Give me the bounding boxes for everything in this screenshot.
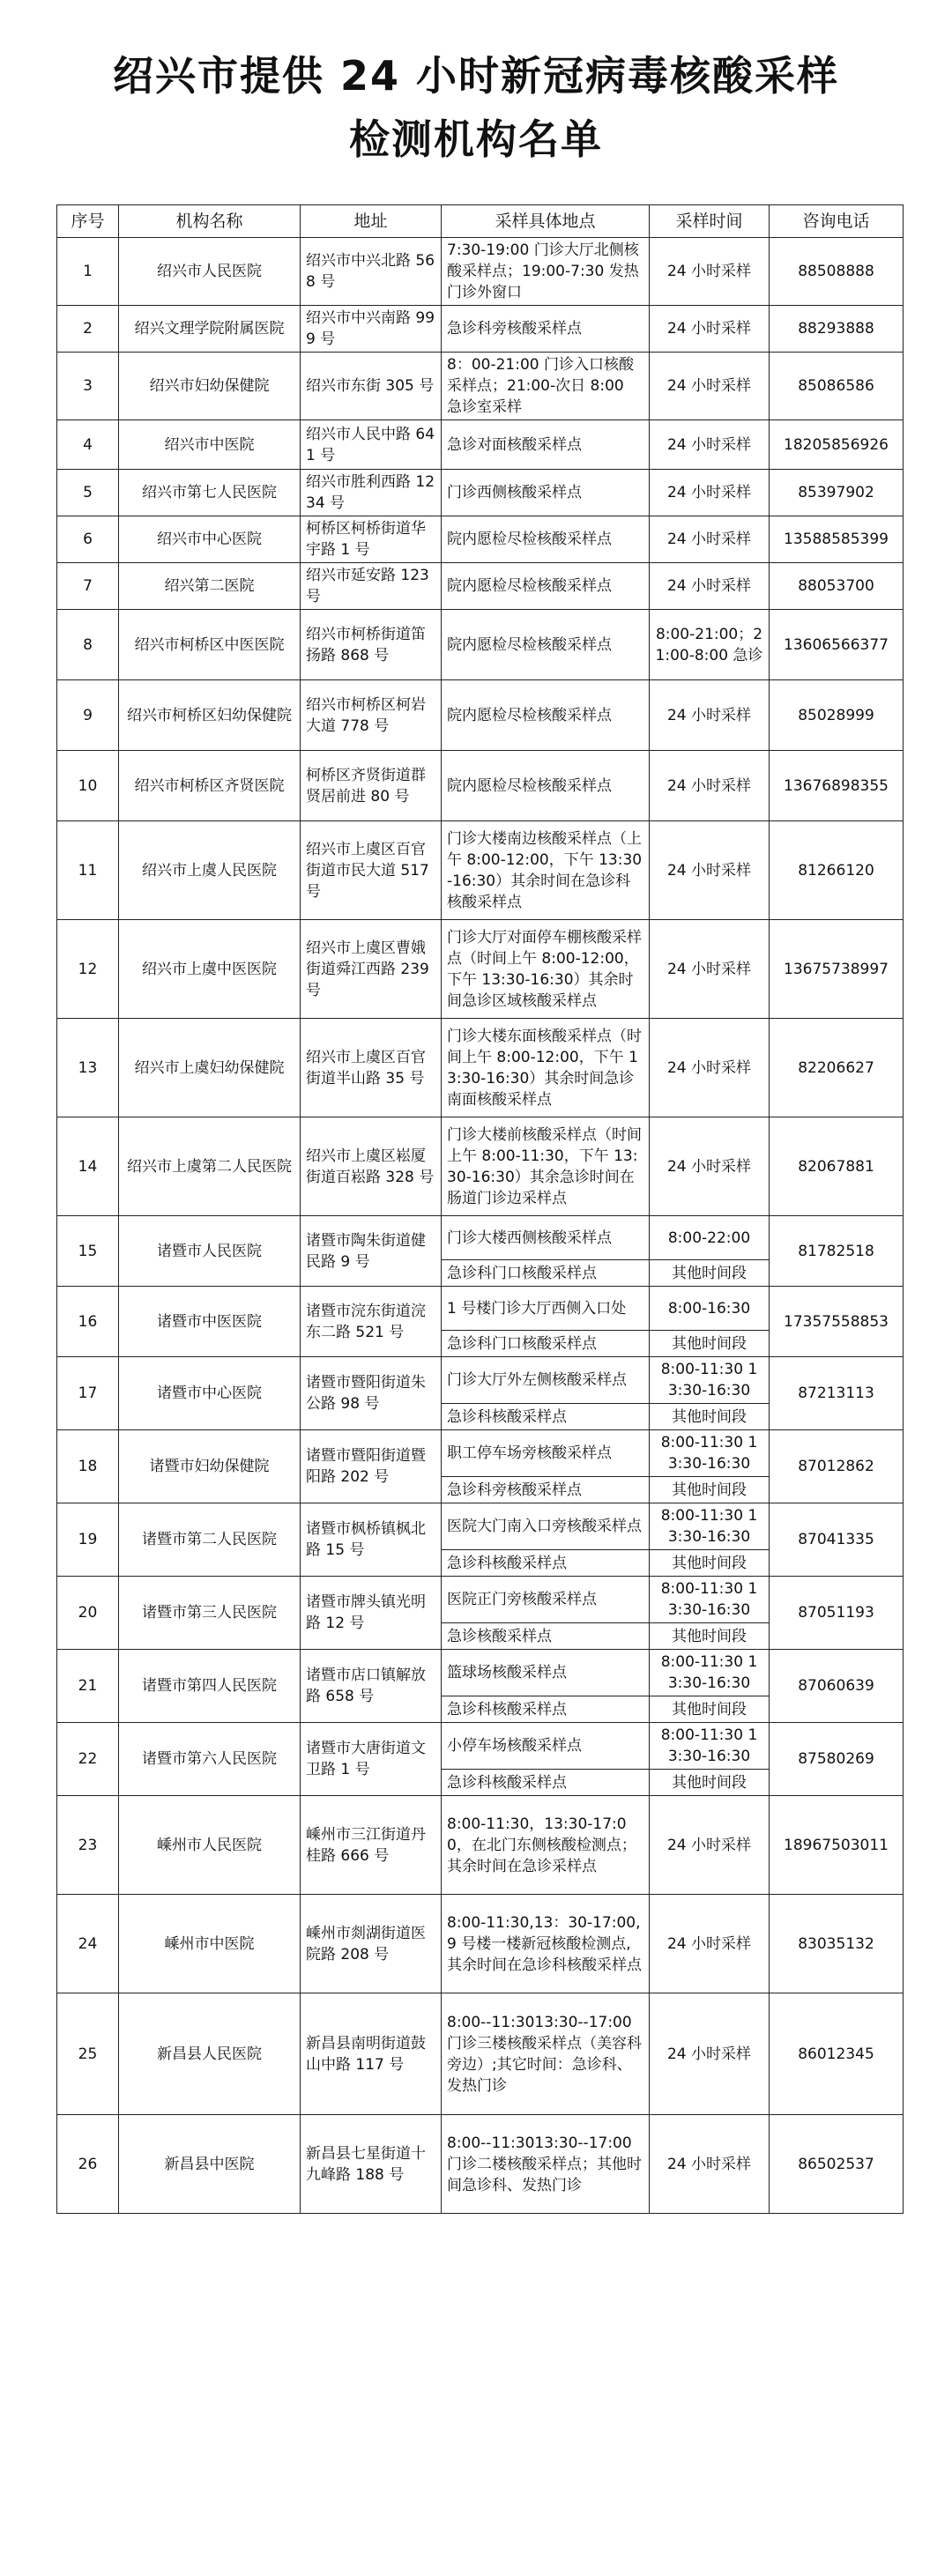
cell-no: 2: [57, 306, 119, 353]
cell-no: 4: [57, 420, 119, 470]
cell-address: 嵊州市剡湖街道医院路 208 号: [301, 1895, 442, 1993]
cell-time: 其他时间段: [650, 1770, 770, 1796]
cell-address: 绍兴市中兴北路 568 号: [301, 238, 442, 306]
cell-phone: 88293888: [770, 306, 904, 353]
cell-time: 8:00-11:30 13:30-16:30: [650, 1503, 770, 1550]
cell-phone: 86012345: [770, 1993, 904, 2115]
cell-location: 院内愿检尽检核酸采样点: [442, 516, 650, 563]
header-time: 采样时间: [650, 205, 770, 238]
cell-phone: 13606566377: [770, 610, 904, 680]
institution-table-container: [56, 204, 903, 2214]
cell-time: 24 小时采样: [650, 1993, 770, 2115]
table-row: [57, 1430, 904, 1477]
table-header-row: [57, 205, 904, 238]
cell-address: 绍兴市中兴南路 999 号: [301, 306, 442, 353]
cell-no: 19: [57, 1503, 119, 1577]
cell-name: 诸暨市人民医院: [119, 1216, 301, 1287]
table-row: [57, 238, 904, 306]
cell-time: 24 小时采样: [650, 353, 770, 420]
cell-no: 21: [57, 1650, 119, 1723]
table-row: [57, 470, 904, 516]
cell-name: 诸暨市妇幼保健院: [119, 1430, 301, 1503]
cell-address: 绍兴市上虞区百官街道市民大道 517 号: [301, 821, 442, 920]
cell-time: 24 小时采样: [650, 821, 770, 920]
cell-no: 9: [57, 680, 119, 751]
cell-location: 急诊科门口核酸采样点: [442, 1260, 650, 1287]
cell-name: 绍兴第二医院: [119, 563, 301, 610]
cell-address: 绍兴市东街 305 号: [301, 353, 442, 420]
table-row: [57, 1503, 904, 1550]
cell-address: 诸暨市暨阳街道朱公路 98 号: [301, 1357, 442, 1430]
cell-no: 14: [57, 1117, 119, 1216]
cell-location: 急诊科核酸采样点: [442, 1696, 650, 1723]
cell-no: 11: [57, 821, 119, 920]
header-name: 机构名称: [119, 205, 301, 238]
cell-time: 24 小时采样: [650, 1117, 770, 1216]
cell-location: 急诊科核酸采样点: [442, 1404, 650, 1430]
table-row: [57, 516, 904, 563]
cell-phone: 13588585399: [770, 516, 904, 563]
cell-time: 8:00-11:30 13:30-16:30: [650, 1723, 770, 1770]
cell-time: 其他时间段: [650, 1331, 770, 1357]
cell-no: 6: [57, 516, 119, 563]
cell-name: 绍兴市柯桥区中医医院: [119, 610, 301, 680]
cell-location: 门诊大楼南边核酸采样点（上午 8:00-12:00，下午 13:30-16:30）其余时间在急诊科核酸采样点: [442, 821, 650, 920]
cell-location: 门诊大楼西侧核酸采样点: [442, 1216, 650, 1260]
cell-address: 柯桥区柯桥街道华宇路 1 号: [301, 516, 442, 563]
cell-address: 诸暨市暨阳街道暨阳路 202 号: [301, 1430, 442, 1503]
table-row: [57, 1117, 904, 1216]
cell-time: 8:00-21:00；21:00-8:00 急诊: [650, 610, 770, 680]
cell-location: 8:00-11:30,13：30-17:00,9 号楼一楼新冠核酸检测点,其余时间在急诊科核酸采样点: [442, 1895, 650, 1993]
cell-time: 其他时间段: [650, 1260, 770, 1287]
cell-time: 24 小时采样: [650, 420, 770, 470]
cell-no: 10: [57, 751, 119, 821]
cell-time: 8:00-11:30 13:30-16:30: [650, 1650, 770, 1696]
cell-time: 24 小时采样: [650, 1895, 770, 1993]
cell-no: 25: [57, 1993, 119, 2115]
cell-address: 绍兴市上虞区崧厦街道百崧路 328 号: [301, 1117, 442, 1216]
cell-phone: 85397902: [770, 470, 904, 516]
table-row: [57, 821, 904, 920]
cell-no: 18: [57, 1430, 119, 1503]
cell-name: 绍兴市第七人民医院: [119, 470, 301, 516]
table-row: [57, 306, 904, 353]
cell-name: 绍兴文理学院附属医院: [119, 306, 301, 353]
cell-name: 诸暨市中医医院: [119, 1287, 301, 1357]
cell-name: 诸暨市第三人民医院: [119, 1577, 301, 1650]
cell-address: 诸暨市浣东街道浣东二路 521 号: [301, 1287, 442, 1357]
cell-time: 24 小时采样: [650, 306, 770, 353]
cell-location: 1 号楼门诊大厅西侧入口处: [442, 1287, 650, 1331]
cell-phone: 18967503011: [770, 1796, 904, 1895]
header-phone: 咨询电话: [770, 205, 904, 238]
cell-time: 其他时间段: [650, 1696, 770, 1723]
cell-location: 8:00--11:3013:30--17:00 门诊二楼核酸采样点；其他时间急诊科、发热门诊: [442, 2115, 650, 2214]
cell-phone: 83035132: [770, 1895, 904, 1993]
cell-no: 3: [57, 353, 119, 420]
cell-no: 22: [57, 1723, 119, 1796]
cell-location: 急诊核酸采样点: [442, 1623, 650, 1650]
cell-phone: 87041335: [770, 1503, 904, 1577]
cell-name: 绍兴市柯桥区妇幼保健院: [119, 680, 301, 751]
table-row: [57, 1216, 904, 1260]
cell-no: 16: [57, 1287, 119, 1357]
cell-phone: 85028999: [770, 680, 904, 751]
cell-name: 绍兴市柯桥区齐贤医院: [119, 751, 301, 821]
cell-no: 8: [57, 610, 119, 680]
header-address: 地址: [301, 205, 442, 238]
cell-address: 绍兴市人民中路 641 号: [301, 420, 442, 470]
cell-address: 嵊州市三江街道丹桂路 666 号: [301, 1796, 442, 1895]
cell-address: 诸暨市店口镇解放路 658 号: [301, 1650, 442, 1723]
table-row: [57, 1650, 904, 1696]
cell-address: 柯桥区齐贤街道群贤居前进 80 号: [301, 751, 442, 821]
cell-location: 院内愿检尽检核酸采样点: [442, 563, 650, 610]
cell-time: 其他时间段: [650, 1623, 770, 1650]
cell-name: 嵊州市人民医院: [119, 1796, 301, 1895]
cell-phone: 81782518: [770, 1216, 904, 1287]
cell-phone: 81266120: [770, 821, 904, 920]
cell-name: 绍兴市上虞中医医院: [119, 920, 301, 1019]
table-row: [57, 1796, 904, 1895]
cell-address: 绍兴市柯桥区柯岩大道 778 号: [301, 680, 442, 751]
cell-time: 8:00-22:00: [650, 1216, 770, 1260]
cell-time: 24 小时采样: [650, 563, 770, 610]
cell-time: 24 小时采样: [650, 470, 770, 516]
table-row: [57, 1723, 904, 1770]
cell-time: 8:00-16:30: [650, 1287, 770, 1331]
cell-phone: 87580269: [770, 1723, 904, 1796]
cell-location: 急诊对面核酸采样点: [442, 420, 650, 470]
cell-name: 绍兴市中心医院: [119, 516, 301, 563]
cell-name: 新昌县人民医院: [119, 1993, 301, 2115]
table-row: [57, 420, 904, 470]
cell-no: 26: [57, 2115, 119, 2214]
table-row: [57, 1287, 904, 1331]
cell-address: 诸暨市陶朱街道健民路 9 号: [301, 1216, 442, 1287]
cell-no: 13: [57, 1019, 119, 1117]
cell-location: 院内愿检尽检核酸采样点: [442, 610, 650, 680]
cell-phone: 87060639: [770, 1650, 904, 1723]
cell-no: 20: [57, 1577, 119, 1650]
table-row: [57, 920, 904, 1019]
cell-location: 急诊科旁核酸采样点: [442, 306, 650, 353]
cell-location: 门诊西侧核酸采样点: [442, 470, 650, 516]
cell-location: 急诊科核酸采样点: [442, 1770, 650, 1796]
cell-address: 绍兴市上虞区百官街道半山路 35 号: [301, 1019, 442, 1117]
cell-time: 其他时间段: [650, 1550, 770, 1577]
cell-location: 门诊大楼前核酸采样点（时间上午 8:00-11:30，下午 13:30-16:30）其余急诊时间在肠道门诊边采样点: [442, 1117, 650, 1216]
cell-no: 7: [57, 563, 119, 610]
cell-name: 绍兴市中医院: [119, 420, 301, 470]
cell-location: 急诊科旁核酸采样点: [442, 1477, 650, 1503]
cell-location: 8:00--11:3013:30--17:00 门诊三楼核酸采样点（美容科旁边）;其它时间：急诊科、发热门诊: [442, 1993, 650, 2115]
table-row: [57, 1357, 904, 1404]
cell-phone: 87012862: [770, 1430, 904, 1503]
cell-time: 24 小时采样: [650, 238, 770, 306]
cell-time: 8:00-11:30 13:30-16:30: [650, 1430, 770, 1477]
cell-time: 24 小时采样: [650, 1796, 770, 1895]
cell-location: 门诊大厅对面停车棚核酸采样点（时间上午 8:00-12:00，下午 13:30-16:30）其余时间急诊区域核酸采样点: [442, 920, 650, 1019]
table-row: [57, 563, 904, 610]
cell-time: 其他时间段: [650, 1477, 770, 1503]
cell-location: 院内愿检尽检核酸采样点: [442, 751, 650, 821]
cell-phone: 82206627: [770, 1019, 904, 1117]
table-row: [57, 1019, 904, 1117]
cell-name: 绍兴市上虞人民医院: [119, 821, 301, 920]
cell-name: 诸暨市中心医院: [119, 1357, 301, 1430]
cell-name: 诸暨市第六人民医院: [119, 1723, 301, 1796]
cell-time: 24 小时采样: [650, 2115, 770, 2214]
cell-name: 新昌县中医院: [119, 2115, 301, 2214]
cell-address: 新昌县七星街道十九峰路 188 号: [301, 2115, 442, 2214]
cell-time: 24 小时采样: [650, 680, 770, 751]
cell-no: 24: [57, 1895, 119, 1993]
cell-time: 24 小时采样: [650, 516, 770, 563]
cell-location: 职工停车场旁核酸采样点: [442, 1430, 650, 1477]
cell-location: 门诊大厅外左侧核酸采样点: [442, 1357, 650, 1404]
cell-name: 绍兴市妇幼保健院: [119, 353, 301, 420]
cell-no: 17: [57, 1357, 119, 1430]
table-row: [57, 353, 904, 420]
title-line-1: 绍兴市提供 24 小时新冠病毒核酸采样: [112, 52, 840, 100]
cell-time: 8:00-11:30 13:30-16:30: [650, 1577, 770, 1623]
cell-time: 24 小时采样: [650, 751, 770, 821]
cell-phone: 86502537: [770, 2115, 904, 2214]
cell-time: 8:00-11:30 13:30-16:30: [650, 1357, 770, 1404]
cell-phone: 87051193: [770, 1577, 904, 1650]
institution-table: [56, 204, 904, 2214]
cell-address: 绍兴市上虞区曹娥街道舜江西路 239 号: [301, 920, 442, 1019]
table-row: [57, 1577, 904, 1623]
cell-location: 8：00-21:00 门诊入口核酸采样点；21:00-次日 8:00 急诊室采样: [442, 353, 650, 420]
cell-phone: 13676898355: [770, 751, 904, 821]
cell-address: 绍兴市延安路 123 号: [301, 563, 442, 610]
table-row: [57, 1895, 904, 1993]
cell-address: 诸暨市大唐街道文卫路 1 号: [301, 1723, 442, 1796]
cell-name: 嵊州市中医院: [119, 1895, 301, 1993]
cell-location: 医院大门南入口旁核酸采样点: [442, 1503, 650, 1550]
cell-address: 新昌县南明街道鼓山中路 117 号: [301, 1993, 442, 2115]
cell-address: 绍兴市胜利西路 1234 号: [301, 470, 442, 516]
cell-time: 24 小时采样: [650, 920, 770, 1019]
cell-phone: 88053700: [770, 563, 904, 610]
cell-location: 急诊科核酸采样点: [442, 1550, 650, 1577]
cell-no: 23: [57, 1796, 119, 1895]
cell-name: 绍兴市人民医院: [119, 238, 301, 306]
cell-phone: 18205856926: [770, 420, 904, 470]
cell-location: 院内愿检尽检核酸采样点: [442, 680, 650, 751]
cell-location: 医院正门旁核酸采样点: [442, 1577, 650, 1623]
table-row: [57, 610, 904, 680]
cell-name: 绍兴市上虞妇幼保健院: [119, 1019, 301, 1117]
cell-address: 诸暨市枫桥镇枫北路 15 号: [301, 1503, 442, 1577]
cell-no: 12: [57, 920, 119, 1019]
table-body: [57, 238, 904, 2214]
table-row: [57, 680, 904, 751]
table-row: [57, 2115, 904, 2214]
cell-location: 篮球场核酸采样点: [442, 1650, 650, 1696]
cell-phone: 13675738997: [770, 920, 904, 1019]
table-row: [57, 751, 904, 821]
cell-phone: 17357558853: [770, 1287, 904, 1357]
cell-address: 绍兴市柯桥街道笛扬路 868 号: [301, 610, 442, 680]
header-no: 序号: [57, 205, 119, 238]
title-line-2: 检测机构名单: [349, 115, 603, 163]
cell-location: 8:00-11:30，13:30-17:00，在北门东侧核酸检测点；其余时间在急诊采样点: [442, 1796, 650, 1895]
cell-location: 急诊科门口核酸采样点: [442, 1331, 650, 1357]
cell-name: 绍兴市上虞第二人民医院: [119, 1117, 301, 1216]
cell-location: 小停车场核酸采样点: [442, 1723, 650, 1770]
cell-no: 1: [57, 238, 119, 306]
page-title: [0, 0, 952, 171]
cell-no: 5: [57, 470, 119, 516]
cell-phone: 85086586: [770, 353, 904, 420]
cell-location: 7:30-19:00 门诊大厅北侧核酸采样点；19:00-7:30 发热门诊外窗口: [442, 238, 650, 306]
table-row: [57, 1993, 904, 2115]
header-location: 采样具体地点: [442, 205, 650, 238]
cell-location: 门诊大楼东面核酸采样点（时间上午 8:00-12:00，下午 13:30-16:30）其余时间急诊南面核酸采样点: [442, 1019, 650, 1117]
cell-time: 24 小时采样: [650, 1019, 770, 1117]
cell-phone: 87213113: [770, 1357, 904, 1430]
cell-no: 15: [57, 1216, 119, 1287]
cell-name: 诸暨市第二人民医院: [119, 1503, 301, 1577]
cell-address: 诸暨市牌头镇光明路 12 号: [301, 1577, 442, 1650]
cell-time: 其他时间段: [650, 1404, 770, 1430]
cell-phone: 82067881: [770, 1117, 904, 1216]
cell-name: 诸暨市第四人民医院: [119, 1650, 301, 1723]
cell-phone: 88508888: [770, 238, 904, 306]
